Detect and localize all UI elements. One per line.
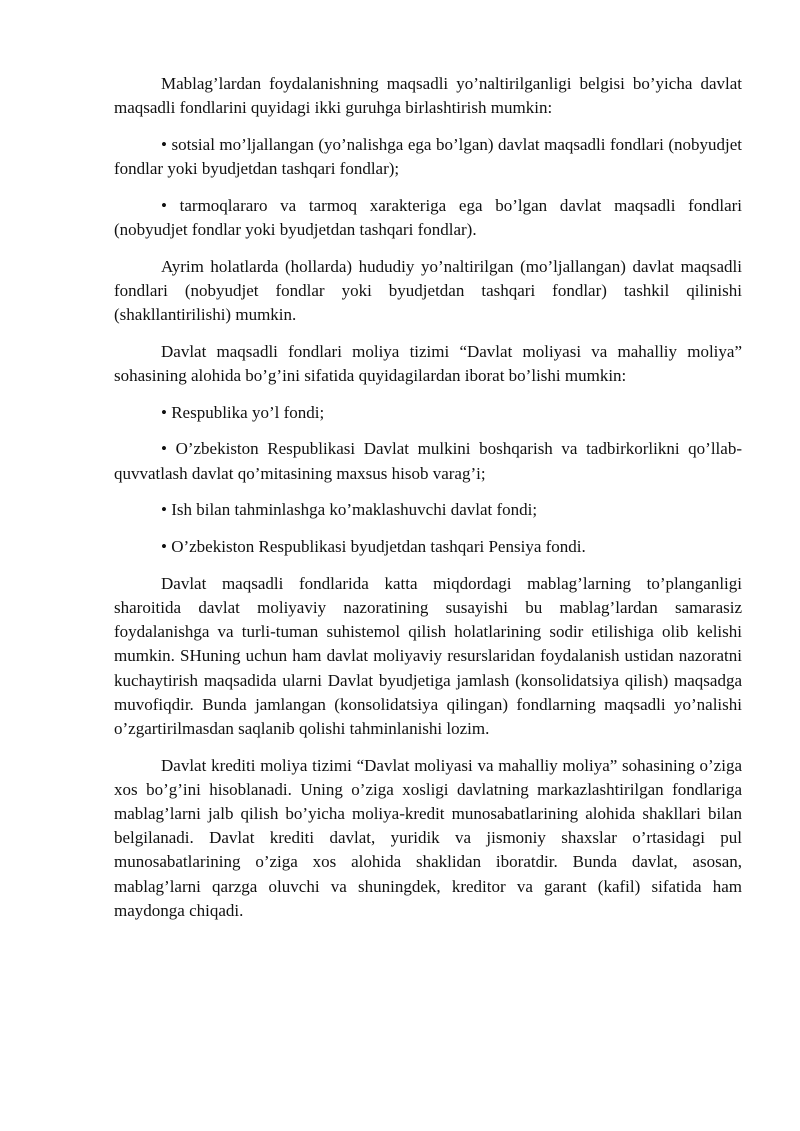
bullet-state-property-account: • O’zbekiston Respublikasi Davlat mulkini boshqarish va tadbirkorlikni qo’llab-quvvatlash davlat qo’mitasining maxsus hisob varag’i; [114,439,742,483]
bullet-employment-fund: • Ish bilan tahminlashga ko’maklashuvchi davlat fondi; [161,500,538,520]
paragraph-state-credit: Davlat krediti moliya tizimi “Davlat moliyasi va mahalliy moliya” sohasining o’ziga xos bo’g’ini hisoblanadi. Uning o’ziga xosligi davlatning markazlashtirilgan fondlariga mablag’larni jalb qilish bo’yicha moliya-kredit munosabatlarining alohida shakllari bilan belgilanadi. Davlat krediti davlat, yuridik va jismoniy shaxslar o’rtasidagi pul munosabatlarining o’ziga xos alohida shaklidan iboratdir. Bunda davlat, asosan, mablag’larni qarzga oluvchi va shuningdek, kreditor va garant (kafil) sifatida ham maydonga chiqadi. [114,755,742,920]
paragraph-consolidation: Davlat maqsadli fondlarida katta miqdordagi mablag’larning to’planganligi sharoitida davlat moliyaviy nazoratining susayishi bu mablag’lardan samarasiz foydalanishga va turli-tuman suhistemol qilish holatlarining sodir etilishiga olib kelishi mumkin. SHuning uchun ham davlat moliyaviy resurslaridan foydalanish ustidan nazoratni kuchaytirish maqsadida ularni Davlat byudjetiga jamlash (konsolidatsiya qilish) maqsadga muvofiqdir. Bunda jamlangan (konsolidatsiya qilingan) fondlarning maqsadli yo’nalishi o’zgartirilmasdan saqlanib qolishi tahminlanishi lozim. [114,573,742,738]
paragraph-regional-funds: Ayrim holatlarda (hollarda) hududiy yo’naltirilgan (mo’ljallangan) davlat maqsadli fondlari (nobyudjet fondlar yoki byudjetdan tashqari fondlar) tashkil qilinishi (shakllantirilishi) mumkin. [114,256,742,325]
document-page [114,72,742,923]
paragraph-fund-list-intro: Davlat maqsadli fondlari moliya tizimi “Davlat moliyasi va mahalliy moliya” sohasining alohida bo’g’ini sifatida quyidagilardan iborat bo’lishi mumkin: [114,341,742,386]
bullet-social-funds: • sotsial mo’ljallangan (yo’nalishga ega bo’lgan) davlat maqsadli fondlari (nobyudjet fondlar yoki byudjetdan tashqari fondlar); [114,134,742,179]
bullet-pension-fund: • O’zbekiston Respublikasi byudjetdan tashqari Pensiya fondi. [161,537,586,557]
paragraph-intro: Mablag’lardan foydalanishning maqsadli yo’naltirilganligi belgisi bo’yicha davlat maqsadli fondlarini quyidagi ikki guruhga birlashtirish mumkin: [114,74,742,118]
bullet-sectoral-funds: • tarmoqlararo va tarmoq xarakteriga ega bo’lgan davlat maqsadli fondlari (nobyudjet fondlar yoki byudjetdan tashqari fondlar). [114,195,742,240]
bullet-road-fund: • Respublika yo’l fondi; [161,402,325,422]
